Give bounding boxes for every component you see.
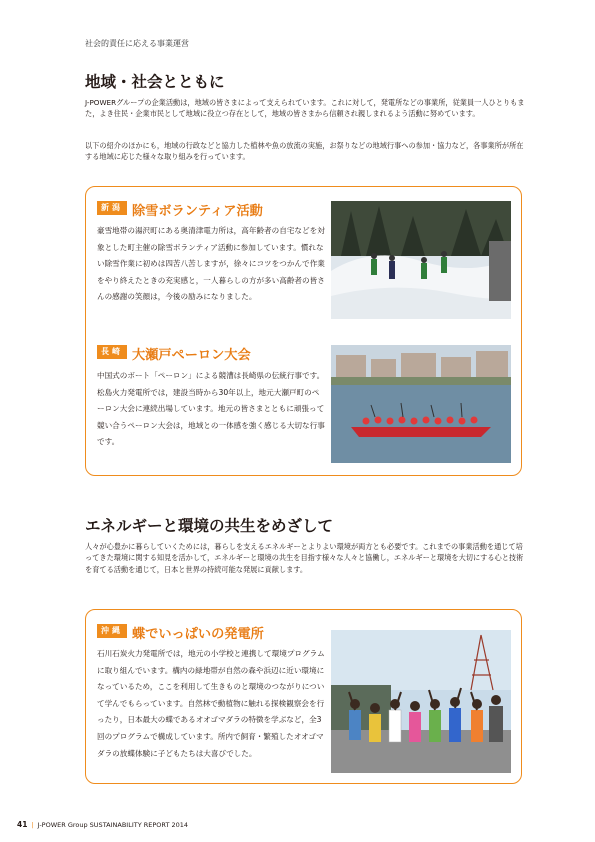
item-title-snow-removal: 除雪ボランティア活動: [132, 204, 263, 219]
item-title-peiron: 大瀬戸ペーロン大会: [132, 348, 251, 363]
section-intro-paragraph: J-POWERグループの企業活動は，地域の皆さまによって支えられています。これに対して，発電所などの事業所，従業員一人ひとりもまた，よき住民・企業市民として地域に役立つ存在として，地域の皆さまから信頼され親しまれるよう活動に努めています。: [85, 98, 525, 119]
item-text-snow-removal: 豪雪地帯の湯沢町にある奥清津電力所は，高年齢者の自宅などを対象とした町主催の除雪ボランティア活動に参加しています。慣れない除雪作業に初めは四苦八苦しますが，徐々にコツをつかんで作業をやり終えたときの充実感と，一人暮らしの方が多い高齢者の皆さんの感謝の笑顔は，今後の励みになりました。: [97, 226, 325, 302]
section-title-energy-environment: エネルギーと環境の共生をめざして: [85, 517, 334, 535]
item-text-peiron: 中国式のボート「ペーロン」による競漕は長崎県の伝統行事です。松島火力発電所では，建設当時から30年以上，地元大瀬戸町のペーロン大会に連続出場しています。地元の皆さまとともに頑張って競い合うペーロン大会は，地域との一体感を強く感じる大切な行事です。: [97, 371, 325, 447]
photo-peiron-race: [331, 345, 511, 463]
region-tag-okinawa: 沖縄: [97, 624, 127, 638]
item-title-butterfly: 蝶でいっぱいの発電所: [132, 627, 264, 642]
item-text-butterfly: 石川石炭火力発電所では，地元の小学校と連携して環境プログラムに取り組んでいます。構内の緑地帯が自然の森や浜辺に近い環境になっているため，ここを利用して生きものと環境のつながりについて学んでもらっています。自然林で動植物に触れる探検観察会を行ったり，日本最大の蝶であるオオゴマダラの特徴を学ぶなど，全3回のプログラムで構成しています。所内で飼育・繁殖したオオゴマダラの放蝶体験に子どもたちは大喜びでした。: [97, 649, 325, 758]
butterfly-card: [85, 609, 522, 784]
report-title: J-POWER Group SUSTAINABILITY REPORT 2014: [37, 821, 189, 829]
region-tag-niigata: 新潟: [97, 201, 127, 215]
header-label: 社会的責任に応える事業運営: [85, 39, 189, 48]
photo-snow-removal: [331, 201, 511, 319]
page-number: 41: [17, 820, 28, 829]
activities-card: [85, 186, 522, 476]
page-footer: [17, 820, 188, 829]
section-intro-paragraph-2: 以下の紹介のほかにも，地域の行政などと協力した植林や魚の放流の実施，お祭りなどの地域行事への参加・協力など，各事業所が所在する地域に応じた様々な取り組みを行っています。: [85, 141, 524, 162]
section-energy-paragraph: 人々が心豊かに暮らしていくためには，暮らしを支えるエネルギーとよりよい環境が両方とも必要です。これまでの事業活動を通じて培ってきた環境に関する知見を活かして，エネルギーと環境の共生を目指す様々な人々と協働し，エネルギーと環境を大切にする心と技術を育てる活動を通じて，日本と世界の持続可能な発展に貢献します。: [85, 542, 524, 574]
region-tag-nagasaki: 長崎: [97, 345, 127, 359]
photo-butterfly-children: [331, 630, 511, 773]
footer-separator: |: [31, 821, 34, 829]
section-title-community: 地域・社会とともに: [85, 73, 225, 91]
